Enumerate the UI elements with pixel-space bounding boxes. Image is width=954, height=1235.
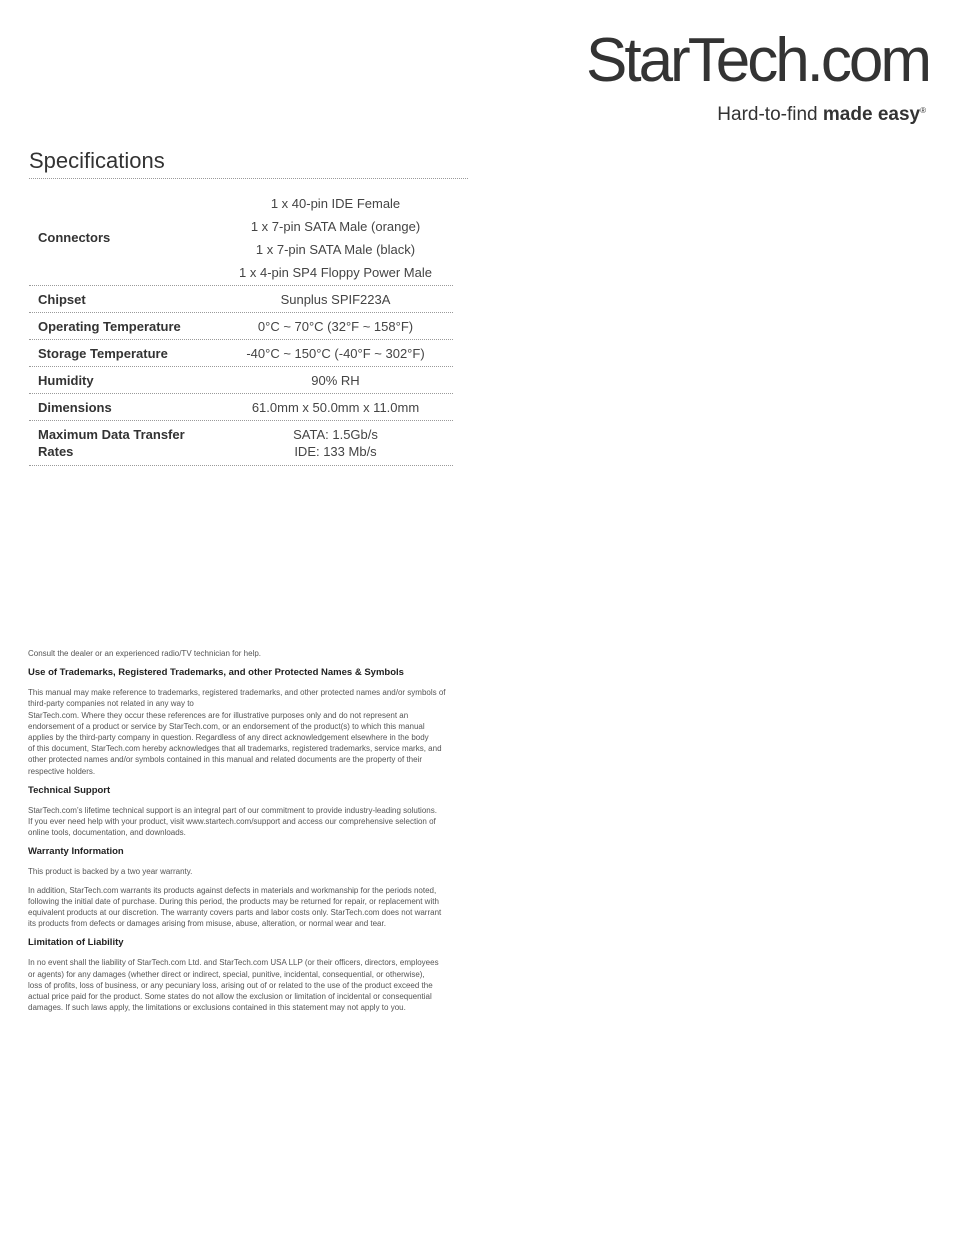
spec-values bbox=[218, 288, 453, 311]
spec-row-operating-temperature bbox=[29, 313, 453, 340]
spec-value: 1 x 7-pin SATA Male (orange) bbox=[250, 218, 421, 234]
trademarks-line: of this document, StarTech.com hereby acknowledges that all trademarks, registered trademarks, service marks, and bbox=[28, 744, 442, 754]
trademarks-line: This manual may make reference to trademarks, registered trademarks, and other protected names and/or symbols of bbox=[28, 688, 446, 698]
support-line: StarTech.com’s lifetime technical support is an integral part of our commitment to provide industry-leading solutions. bbox=[28, 805, 437, 815]
spec-label: Operating Temperature bbox=[38, 318, 181, 334]
spec-row-humidity bbox=[29, 367, 453, 394]
spec-value: 1 x 4-pin SP4 Floppy Power Male bbox=[239, 264, 432, 280]
warranty-line: following the initial date of purchase. During this period, the products may be returned for repair, or replacement with bbox=[28, 896, 439, 906]
trademarks-line: endorsement of a product or service by StarTech.com, or an endorsement of the product(s) to which this manual bbox=[28, 721, 425, 731]
legal-section bbox=[28, 648, 470, 1013]
spec-value: -40°C ~ 150°C (-40°F ~ 302°F) bbox=[246, 345, 425, 361]
support-heading: Technical Support bbox=[28, 784, 111, 796]
spec-value: 1 x 7-pin SATA Male (black) bbox=[255, 241, 416, 257]
warranty-intro: This product is backed by a two year warranty. bbox=[28, 867, 193, 877]
specifications-title: Specifications bbox=[29, 148, 468, 179]
spec-label: Storage Temperature bbox=[38, 345, 168, 361]
spec-label: Connectors bbox=[38, 230, 111, 245]
warranty-line: In addition, StarTech.com warrants its products against defects in materials and workmanship for the periods noted, bbox=[28, 885, 437, 895]
liability-heading: Limitation of Liability bbox=[28, 937, 124, 949]
spec-value: 61.0mm x 50.0mm x 11.0mm bbox=[251, 399, 420, 415]
spec-value: IDE: 133 Mb/s bbox=[294, 444, 377, 459]
spec-label: Chipset bbox=[38, 291, 86, 307]
trademarks-line: StarTech.com. Where they occur these references are for illustrative purposes only and do not represent an bbox=[28, 710, 409, 720]
trademarks-line: respective holders. bbox=[28, 766, 96, 776]
brand-tagline bbox=[717, 104, 926, 126]
consult-text: Consult the dealer or an experienced radio/TV technician for help. bbox=[28, 649, 262, 658]
warranty-line: equivalent products at our discretion. The warranty covers parts and labor costs only. StarTech.com does not warrant bbox=[28, 908, 442, 918]
spec-value: 1 x 40-pin IDE Female bbox=[270, 195, 401, 211]
support-line: If you ever need help with your product, visit www.startech.com/support and access our comprehensive selection of bbox=[28, 817, 436, 827]
trademarks-line: applies by the third-party company in question. Regardless of any direct acknowledgement elsewhere in the body bbox=[28, 733, 429, 743]
liability-line: In no event shall the liability of StarTech.com Ltd. and StarTech.com USA LLP (or their officers, directors, employees bbox=[28, 958, 439, 968]
warranty-heading: Warranty Information bbox=[28, 846, 124, 858]
liability-line: actual price paid for the product. Some states do not allow the exclusion or limitation of incidental or consequential bbox=[28, 992, 432, 1002]
tagline-regular: Hard-to-find bbox=[717, 104, 818, 125]
tagline-bold: made easy bbox=[822, 104, 921, 125]
spec-row-chipset bbox=[29, 286, 453, 313]
spec-values bbox=[218, 315, 453, 338]
trademarks-heading: Use of Trademarks, Registered Trademarks, and other Protected Names & Symbols bbox=[28, 667, 404, 679]
spec-label: Dimensions bbox=[38, 399, 112, 415]
spec-values bbox=[218, 342, 453, 365]
support-line: online tools, documentation, and downloads. bbox=[28, 828, 186, 838]
liability-line: loss of profits, loss of business, or any pecuniary loss, arising out of or related to the use of the product exceed the bbox=[28, 980, 433, 990]
spec-label: Humidity bbox=[38, 372, 94, 388]
liability-line: or agents) for any damages (whether direct or indirect, special, punitive, incidental, consequential, or otherwise), bbox=[28, 969, 425, 979]
spec-value: 90% RH bbox=[311, 372, 360, 388]
trademarks-line: third-party companies not related in any way to bbox=[28, 699, 194, 709]
spec-row-dimensions bbox=[29, 394, 453, 421]
spec-value: Sunplus SPIF223A bbox=[280, 291, 391, 307]
trademarks-line: other protected names and/or symbols contained in this manual and related documents are the property of their bbox=[28, 755, 423, 765]
specifications-table bbox=[29, 190, 453, 466]
spec-values bbox=[218, 396, 453, 419]
spec-label: Maximum Data Transfer Rates bbox=[38, 427, 185, 459]
spec-row-storage-temperature bbox=[29, 340, 453, 367]
liability-line: damages. If such laws apply, the limitations or exclusions contained in this statement may not apply to you. bbox=[28, 1003, 406, 1013]
spec-values bbox=[218, 192, 453, 284]
registered-mark: ® bbox=[920, 106, 926, 115]
spec-values bbox=[209, 426, 453, 460]
spec-values bbox=[218, 369, 453, 392]
spec-value: 0°C ~ 70°C (32°F ~ 158°F) bbox=[257, 318, 414, 334]
logo-wordmark: StarTech.com bbox=[586, 26, 930, 95]
warranty-line: its products from defects or damages arising from misuse, abuse, alteration, or normal wear and tear. bbox=[28, 919, 386, 929]
spec-row-data-transfer-rates bbox=[29, 421, 453, 466]
spec-row-connectors bbox=[29, 190, 453, 286]
spec-value: SATA: 1.5Gb/s bbox=[293, 427, 378, 442]
